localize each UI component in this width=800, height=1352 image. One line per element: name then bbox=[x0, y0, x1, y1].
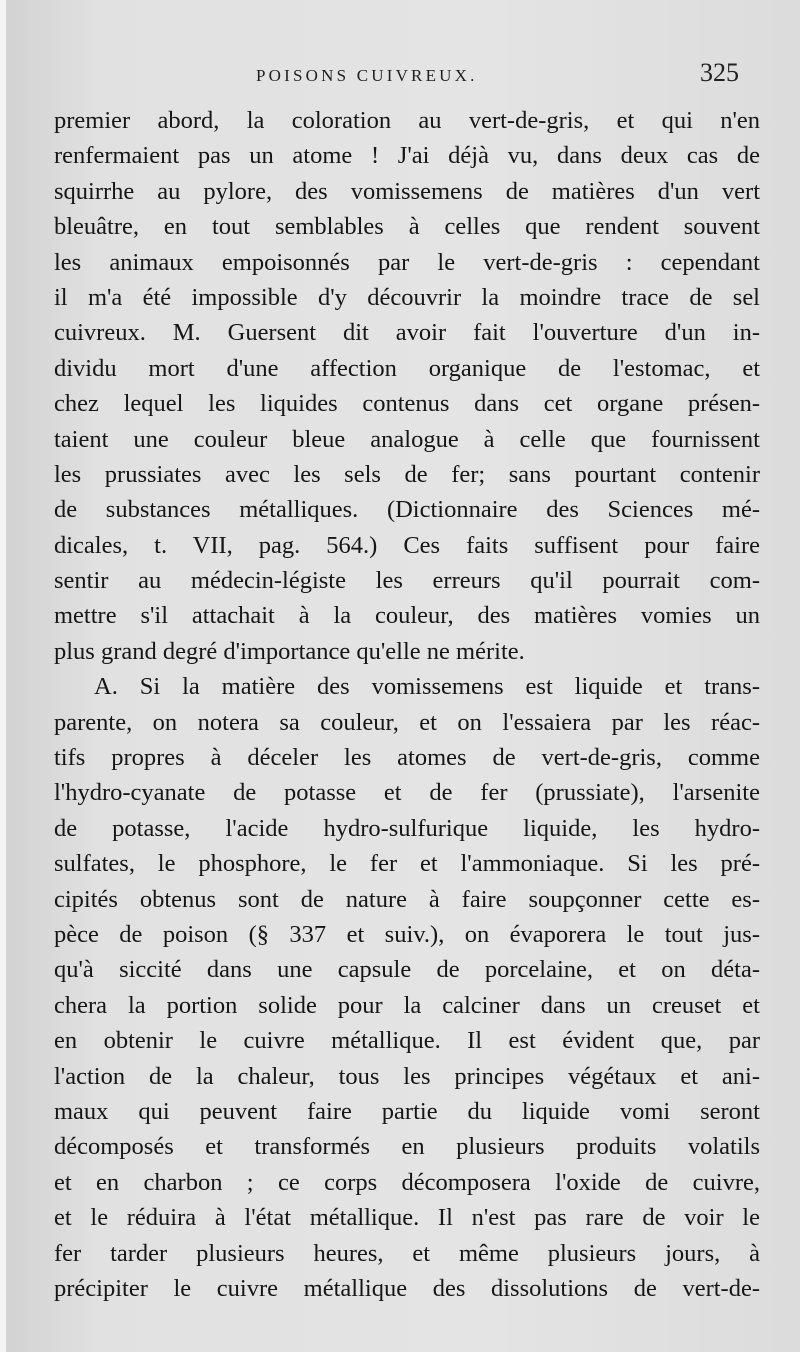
text-line: sentir au médecin-légiste les erreurs qu'il pourrait com- bbox=[54, 567, 760, 595]
text-line: décomposés et transformés en plusieurs produits volatils bbox=[54, 1133, 760, 1161]
text-line: plus grand degré d'importance qu'elle ne mérite. bbox=[54, 637, 525, 665]
text-line: parente, on notera sa couleur, et on l'essaiera par les réac- bbox=[54, 708, 760, 736]
page-number: 325 bbox=[700, 58, 739, 87]
paragraph-start-line: A. Si la matière des vomissemens est liquide et trans- bbox=[94, 673, 760, 701]
text-line: renfermaient pas un atome ! J'ai déjà vu, dans deux cas de bbox=[54, 142, 760, 170]
text-line: squirrhe au pylore, des vomissemens de matières d'un vert bbox=[54, 177, 760, 205]
text-line: dicales, t. VII, pag. 564.) Ces faits suffisent pour faire bbox=[54, 531, 760, 559]
body-text bbox=[54, 103, 760, 1306]
text-line: de substances métalliques. (Dictionnaire des Sciences mé- bbox=[54, 496, 760, 524]
text-line: il m'a été impossible d'y découvrir la moindre trace de sel bbox=[54, 283, 760, 311]
text-line: cipités obtenus sont de nature à faire soupçonner cette es- bbox=[54, 885, 760, 913]
text-line: et en charbon ; ce corps décomposera l'oxide de cuivre, bbox=[54, 1168, 760, 1196]
text-line: les animaux empoisonnés par le vert-de-gris : cependant bbox=[54, 248, 760, 276]
text-line: pèce de poison (§ 337 et suiv.), on évaporera le tout jus- bbox=[54, 920, 760, 948]
text-line: sulfates, le phosphore, le fer et l'ammoniaque. Si les pré- bbox=[54, 850, 760, 878]
text-line: cuivreux. M. Guersent dit avoir fait l'ouverture d'un in- bbox=[54, 319, 760, 347]
text-line: chera la portion solide pour la calciner dans un creuset et bbox=[54, 991, 760, 1019]
text-line: tifs propres à déceler les atomes de vert-de-gris, comme bbox=[54, 744, 760, 772]
text-line: dividu mort d'une affection organique de l'estomac, et bbox=[54, 354, 760, 382]
text-line: de potasse, l'acide hydro-sulfurique liquide, les hydro- bbox=[54, 814, 760, 842]
text-line: précipiter le cuivre métallique des dissolutions de vert-de- bbox=[54, 1274, 760, 1302]
text-line: chez lequel les liquides contenus dans cet organe présen- bbox=[54, 390, 760, 418]
text-line: en obtenir le cuivre métallique. Il est évident que, par bbox=[54, 1027, 760, 1055]
text-line: l'action de la chaleur, tous les principes végétaux et ani- bbox=[54, 1062, 760, 1090]
text-line: premier abord, la coloration au vert-de-gris, et qui n'en bbox=[54, 107, 760, 134]
text-line: maux qui peuvent faire partie du liquide vomi seront bbox=[54, 1097, 760, 1125]
running-title: POISONS CUIVREUX. bbox=[256, 66, 478, 85]
text-line: qu'à siccité dans une capsule de porcelaine, et on déta- bbox=[54, 956, 760, 984]
text-line: mettre s'il attachait à la couleur, des matières vomies un bbox=[54, 602, 760, 630]
text-line: fer tarder plusieurs heures, et même plusieurs jours, à bbox=[54, 1239, 760, 1267]
text-line: et le réduira à l'état métallique. Il n'est pas rare de voir le bbox=[54, 1204, 760, 1232]
text-line: l'hydro-cyanate de potasse et de fer (prussiate), l'arsenite bbox=[54, 779, 760, 807]
text-line: les prussiates avec les sels de fer; sans pourtant contenir bbox=[54, 460, 760, 488]
text-line: bleuâtre, en tout semblables à celles que rendent souvent bbox=[54, 213, 760, 241]
text-line: taient une couleur bleue analogue à celle que fournissent bbox=[54, 425, 760, 453]
book-page bbox=[6, 0, 800, 1352]
